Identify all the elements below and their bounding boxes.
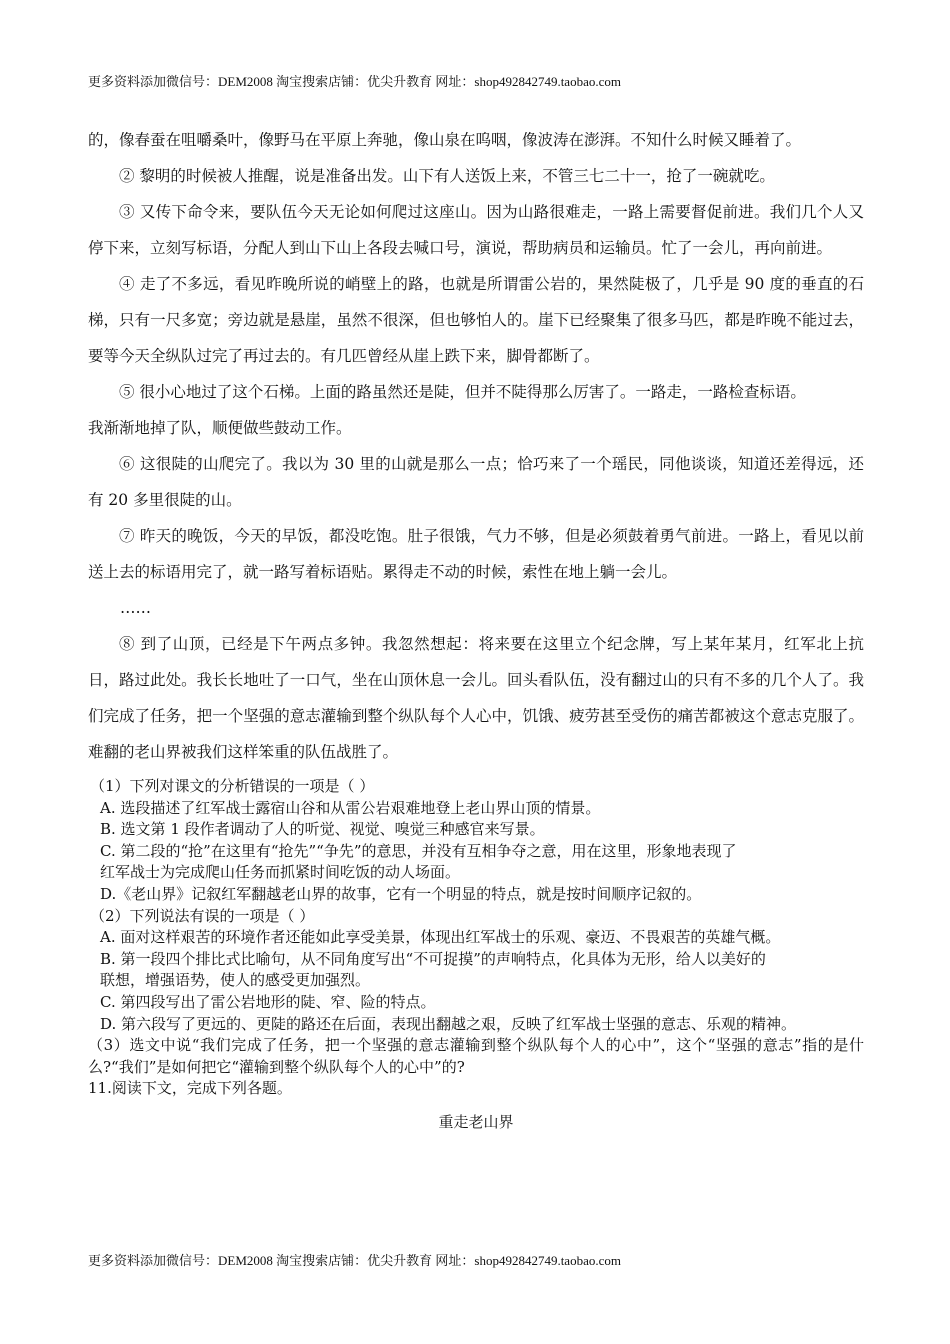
question-2-option-d: D. 第六段写了更远的、更陡的路还在后面，表现出翻越之艰，反映了红军战士坚强的意志、乐观的精神。	[100, 1014, 797, 1033]
paragraph-5-continued: 我渐渐地掉了队，顺便做些鼓动工作。	[88, 419, 352, 437]
paragraph-8: ⑧ 到了山顶，已经是下午两点多钟。我忽然想起：将来要在这里立个纪念牌，写上某年某月，红军北上抗日，路过此处。我长长地吐了一口气，坐在山顶休息一会儿。回头看队伍，没有翻过山的只有不多的几个人了。我们完成了任务，把一个坚强的意志灌输到整个纵队每个人心中，饥饿、疲劳甚至受伤的痛苦都被这个意志克服了。难翻的老山界被我们这样笨重的队伍战胜了。	[88, 635, 864, 761]
question-1-option-c-continued: 红军战士为完成爬山任务而抓紧时间吃饭的动人场面。	[100, 863, 461, 882]
question-1-option-d: D.《老山界》记叙红军翻越老山界的故事，它有一个明显的特点，就是按时间顺序记叙的。	[100, 884, 702, 903]
question-1-stem: （1）下列对课文的分析错误的一项是（ ）	[90, 777, 375, 795]
page-footer: 更多资料添加微信号：DEM2008 淘宝搜索店铺：优尖升教育 网址：shop492842749.taobao.com	[88, 1253, 621, 1268]
question-2-option-b: B. 第一段四个排比式比喻句，从不同角度写出“不可捉摸”的声响特点，化具体为无形，给人以美好的	[100, 949, 766, 968]
page-header: 更多资料添加微信号：DEM2008 淘宝搜索店铺：优尖升教育 网址：shop492842749.taobao.com	[88, 74, 621, 89]
question-1-option-a: A. 选段描述了红军战士露宿山谷和从雷公岩艰难地登上老山界山顶的情景。	[100, 798, 601, 817]
paragraph-continued: 的，像春蚕在咀嚼桑叶，像野马在平原上奔驰，像山泉在呜咽，像波涛在澎湃。不知什么时候又睡着了。	[88, 131, 802, 149]
question-2-option-b-continued: 联想，增强语势，使人的感受更加强烈。	[100, 971, 371, 990]
paragraph-4: ④ 走了不多远，看见昨晚所说的峭壁上的路，也就是所谓雷公岩的，果然陡极了，几乎是 90 度的垂直的石梯，只有一尺多宽；旁边就是悬崖，虽然不很深，但也够怕人的。崖下已经聚集了很多马匹，都是昨晚不能过去，要等今天全纵队过完了再过去的。有几匹曾经从崖上跌下来，脚骨都断了。	[88, 275, 864, 365]
article-title: 重走老山界	[438, 1112, 514, 1131]
questions-section	[88, 776, 864, 1134]
paragraph-5: ⑤ 很小心地过了这个石梯。上面的路虽然还是陡，但并不陡得那么厉害了。一路走，一路检查标语。	[119, 383, 806, 401]
document-body	[88, 122, 864, 1134]
paragraph-2: ② 黎明的时候被人推醒，说是准备出发。山下有人送饭上来，不管三七二十一，抢了一碗就吃。	[119, 167, 775, 185]
ellipsis: ……	[120, 599, 151, 617]
question-2-option-a: A. 面对这样艰苦的环境作者还能如此享受美景，体现出红军战士的乐观、豪迈、不畏艰苦的英雄气概。	[100, 928, 781, 947]
paragraph-6: ⑥ 这很陡的山爬完了。我以为 30 里的山就是那么一点；恰巧来了一个瑶民，同他谈谈，知道还差得远，还有 20 多里很陡的山。	[88, 455, 864, 509]
question-1-option-b: B. 选文第 1 段作者调动了人的听觉、视觉、嗅觉三种感官来写景。	[100, 820, 545, 839]
question-1-option-c: C. 第二段的“抢”在这里有“抢先”“争先”的意思，并没有互相争夺之意，用在这里，形象地表现了	[100, 841, 737, 860]
question-2-stem: （2）下列说法有误的一项是（ ）	[90, 906, 315, 925]
paragraph-7: ⑦ 昨天的晚饭，今天的早饭，都没吃饱。肚子很饿，气力不够，但是必须鼓着勇气前进。一路上，看见以前送上去的标语用完了，就一路写着标语贴。累得走不动的时候，索性在地上躺一会儿。	[88, 527, 864, 581]
question-3: （3）选文中说“我们完成了任务，把一个坚强的意志灌输到整个纵队每个人的心中”，这个“坚强的意志”指的是什么?“我们”是如何把它“灌输到整个纵队每个人的心中”的?	[88, 1036, 864, 1076]
question-2-option-c: C. 第四段写出了雷公岩地形的陡、窄、险的特点。	[100, 992, 436, 1011]
paragraph-3: ③ 又传下命令来，要队伍今天无论如何爬过这座山。因为山路很难走，一路上需要督促前进。我们几个人又停下来，立刻写标语，分配人到山下山上各段去喊口号，演说，帮助病员和运输员。忙了一会儿，再向前进。	[88, 203, 864, 257]
question-11-heading: 11.阅读下文，完成下列各题。	[88, 1079, 292, 1098]
